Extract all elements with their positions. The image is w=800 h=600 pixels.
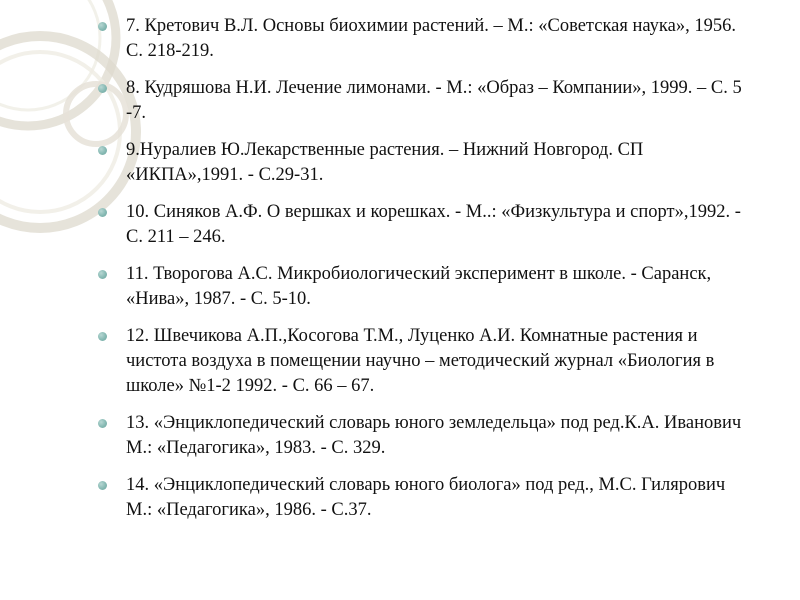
list-item — [96, 14, 756, 64]
reference-text: 7. Кретович В.Л. Основы биохимии растений. – М.: «Советская наука», 1956. С. 218-219. — [126, 16, 736, 61]
list-item — [96, 76, 756, 126]
reference-text: 13. «Энциклопедический словарь юного земледельца» под ред.К.А. Иванович М.: «Педагогика», 1983. - С. 329. — [126, 413, 742, 458]
reference-text: 14. «Энциклопедический словарь юного биолога» под ред., М.С. Гилярович М.: «Педагогика», 1986. - С.37. — [126, 475, 726, 520]
reference-text: 8. Кудряшова Н.И. Лечение лимонами. - М.: «Образ – Компании», 1999. – С. 5 -7. — [126, 78, 742, 123]
bullet-icon — [98, 208, 107, 217]
bullet-icon — [98, 270, 107, 279]
list-item — [96, 262, 756, 312]
reference-list — [96, 14, 756, 535]
bullet-icon — [98, 22, 107, 31]
bullet-icon — [98, 419, 107, 428]
reference-text: 12. Швечикова А.П.,Косогова Т.М., Луценко А.И. Комнатные растения и чистота воздуха в помещении научно – методический журнал «Биология в школе» №1-2 1992. - С. 66 – 67. — [126, 326, 715, 396]
list-item — [96, 200, 756, 250]
reference-text: 11. Творогова А.С. Микробиологический эксперимент в школе. - Саранск, «Нива», 1987. - С. 5-10. — [126, 264, 712, 309]
list-item — [96, 138, 756, 188]
reference-text: 10. Синяков А.Ф. О вершках и корешках. - М..: «Физкультура и спорт»,1992. - С. 211 – 246. — [126, 202, 741, 247]
bullet-icon — [98, 146, 107, 155]
bullet-icon — [98, 84, 107, 93]
reference-text: 9.Нуралиев Ю.Лекарственные растения. – Нижний Новгород. СП «ИКПА»,1991. - С.29-31. — [126, 140, 644, 185]
bullet-icon — [98, 332, 107, 341]
bullet-icon — [98, 481, 107, 490]
list-item — [96, 324, 756, 399]
list-item — [96, 473, 756, 523]
list-item — [96, 411, 756, 461]
